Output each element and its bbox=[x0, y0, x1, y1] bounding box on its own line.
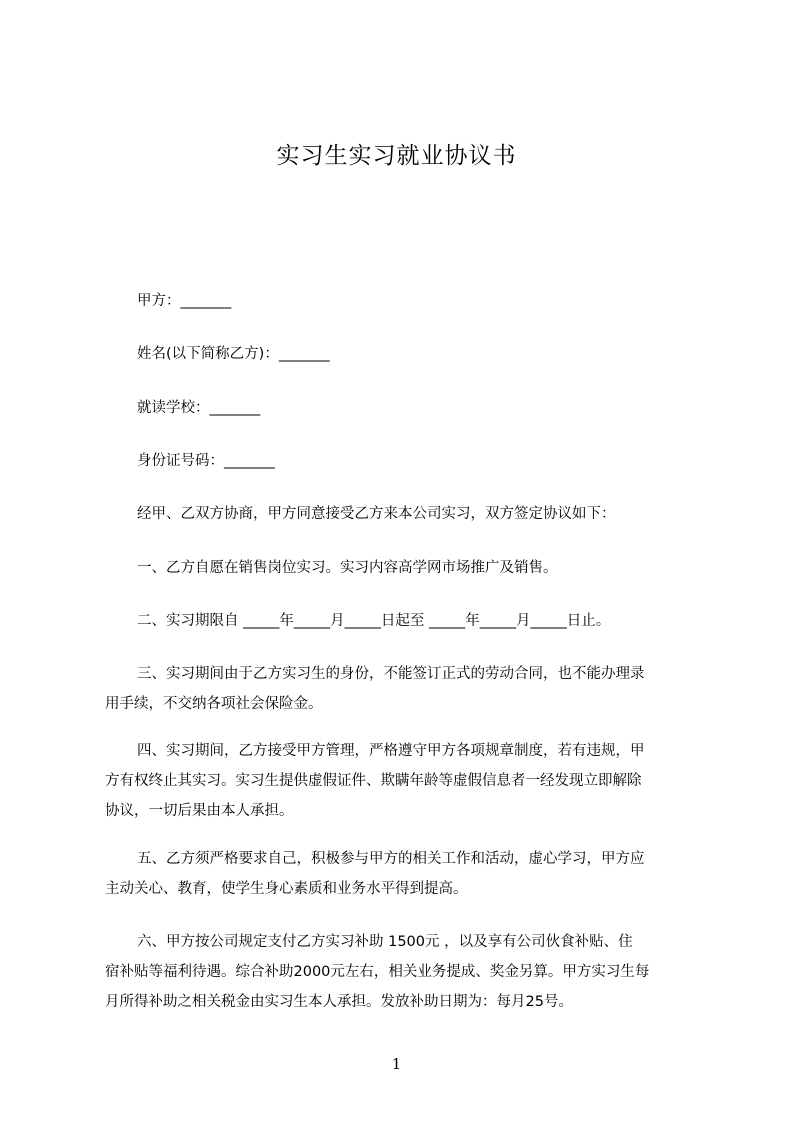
clause-4-line-1: 四、实习期间，乙方接受甲方管理，严格遵守甲方各项规章制度，若有违规，甲 bbox=[137, 743, 645, 759]
clause-6 bbox=[105, 927, 703, 1017]
clause-1: 一、乙方自愿在销售岗位实习。实习内容高学网市场推广及销售。 bbox=[137, 560, 558, 576]
clause-4-line-3: 协议，一切后果由本人承担。 bbox=[105, 803, 294, 819]
preamble: 经甲、乙双方协商，甲方同意接受乙方来本公司实习，双方签定协议如下： bbox=[137, 506, 616, 522]
field-school: 就读学校：_______ bbox=[137, 400, 261, 416]
clause-3 bbox=[105, 659, 703, 719]
clause-5-line-1: 五、乙方须严格要求自己，积极参与甲方的相关工作和活动，虚心学习，甲方应 bbox=[137, 851, 645, 867]
clause-6-line-2: 宿补贴等福利待遇。综合补助2000元左右，相关业务提成、奖金另算。甲方实习生每 bbox=[105, 964, 650, 980]
clause-6-line-3: 月所得补助之相关税金由实习生本人承担。发放补助日期为：每月25号。 bbox=[105, 994, 573, 1010]
clause-5 bbox=[105, 844, 703, 904]
field-name: 姓名(以下简称乙方)：_______ bbox=[137, 346, 330, 362]
field-party-a: 甲方：_______ bbox=[137, 293, 232, 309]
page-number: 1 bbox=[391, 1055, 402, 1073]
clause-3-line-1: 三、实习期间由于乙方实习生的身份，不能签订正式的劳动合同，也不能办理录 bbox=[137, 666, 645, 682]
clause-3-line-2: 用手续，不交纳各项社会保险金。 bbox=[105, 696, 323, 712]
field-id-number: 身份证号码：_______ bbox=[137, 453, 275, 469]
clause-4-line-2: 方有权终止其实习。实习生提供虚假证件、欺瞒年龄等虚假信息者一经发现立即解除 bbox=[105, 773, 642, 789]
clause-2: 二、实习期限自 _____年_____月_____日起至 _____年_____月_____日止。 bbox=[137, 613, 611, 629]
clause-5-line-2: 主动关心、教育，使学生身心素质和业务水平得到提高。 bbox=[105, 881, 468, 897]
clause-4 bbox=[105, 736, 703, 826]
clause-6-line-1: 六、甲方按公司规定支付乙方实习补助 1500元 ，以及享有公司伙食补贴、住 bbox=[137, 934, 633, 950]
document-title: 实习生实习就业协议书 bbox=[276, 143, 517, 169]
